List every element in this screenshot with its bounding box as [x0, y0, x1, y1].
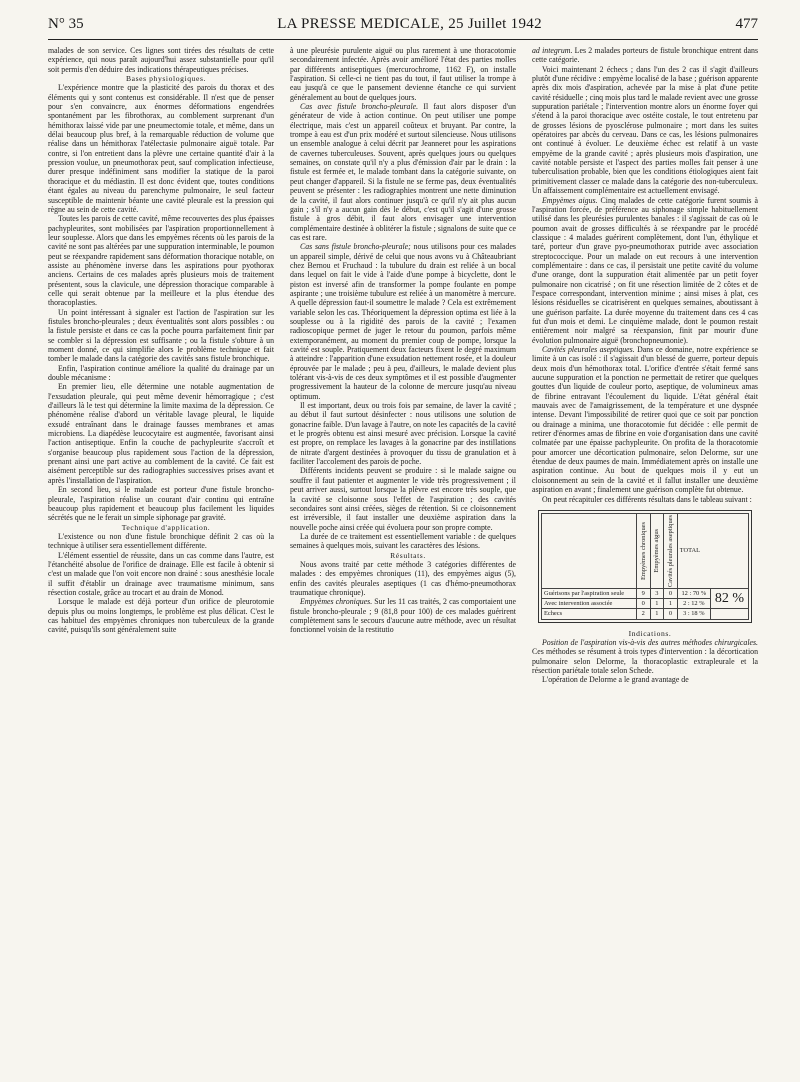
section-heading: Technique d'application. [121, 522, 211, 532]
paragraph: Différents incidents peuvent se produire : si le malade saigne ou souffre il faut patienter et augmenter le vide très progressivement ; il peut arriver aussi, surtout lorsque la plèvre est encore très souple, que la cavité se cloisonne sous l'effet de l'aspiration ; des cavités secondaires sont ainsi créées, sièges de rétention. Si ce cloisonnement est irréversible, il faut installer une deuxième aspiration dans la nouvelle poche ainsi créée qui évoluera pour son propre compte. [290, 466, 516, 532]
italic-phrase: ad integrum. [532, 46, 573, 55]
results-table [538, 510, 752, 623]
paragraph: L'élément essentiel de réussite, dans un cas comme dans l'autre, est l'étanchéité absolue de l'orifice de drainage. Elle est facile à obtenir si c'est un malade que l'on voit encore non drainé : sous anesthésie locale il suffit d'établir un drainage avec traumatisme minimum, sans résection costale, grâce au trocart et au drain de Monod. [48, 550, 274, 597]
paragraph: Voici maintenant 2 échecs ; dans l'un des 2 cas il s'agit d'ailleurs plutôt d'une récidive : empyème localisé de la base ; guérison apparente après dix mois d'aspiration, achevée par la mise à plat d'une petite cavité résiduelle ; cinq mois plus tard le malade revient avec une grosse suppuration pariétale ; l'intervention montre alors un énorme foyer qui s'étend à la paroi thoracique avec ostéite costale, le tout entretenu par de grosses lésions de pyosclérose pulmonaire ; mort dans les suites opératoires par abcès du cerveau. Dans ce cas, les lésions pulmonaires ont continué à évoluer. Le deuxième échec est relatif à un vaste empyème de la grande cavité ; après plusieurs mois d'aspiration, une cavité notable persiste et l'aspect des parties molles fait penser à une tuberculisation probable, bien que les conditions étiologiques aient fait primitivement classer ce malade dans la catégorie des non-tuberculeux. Un affaissement complémentaire est actuellement envisagé. [532, 64, 758, 196]
paragraph: Toutes les parois de cette cavité, même recouvertes des plus épaisses pachypleurites, sont mobilisées par l'aspiration proportionnellement à leur souplesse. Alors que dans les empyèmes récents où les parois de la cavité ne sont pas altérées par une suppuration interminable, le poumon peut se réexpandre rapidement sans déformation thoracique notable, on assiste au phénomène inverse dans les aspirations pour pyothorax anciens. Certains de ces malades après plusieurs mois de traitement présentent, sous la clavicule, une dépression thoracique comparable à celle qui serait obtenue par la meilleure et la plus étendue des thoracoplasties. [48, 214, 274, 308]
paragraph [290, 102, 516, 242]
table-cell: 3 [650, 588, 664, 598]
paragraph: Enfin, l'aspiration continue améliore la qualité du drainage par un double mécanisme : [48, 363, 274, 383]
table-cell: 1 [650, 599, 664, 609]
page-header [48, 16, 758, 36]
journal-title: LA PRESSE MEDICALE, 25 Juillet 1942 [277, 16, 542, 32]
run-in-heading: Cas avec fistule broncho-pleurale. [300, 102, 419, 112]
table-row [542, 609, 749, 619]
run-in-heading: Cas sans fistule broncho-pleurale; [300, 242, 411, 252]
column-header: Cavités pleurales aseptiques [664, 513, 678, 588]
column-1 [48, 46, 274, 1066]
row-label: Guérisons par l'aspiration seule [542, 588, 637, 598]
column-3 [532, 46, 758, 1066]
paragraph-text: Dans ce domaine, notre expérience se limite à un cas isolé : il s'agissait d'un blessé de guerre, porteur depuis deux mois d'un hémothorax total. L'orifice d'entrée s'était fermé sans aucune suppuration et la ponction ne permettait de retirer que quelques gouttes d'un liquide de couleur porto, aseptique, de volumineux amas de fibrine entravant l'écoulement du liquide. L'état général était mauvais avec de l'amaigrissement, de la température et une dyspnée intense. Devant l'impossibilité de retirer quoi que ce soit par ponction ou drainage a minima, une thoracotomie fut décidée : elle permit de retirer d'énormes amas de fibrine en voie d'organisation dans une cavité colmatée par une épaisse pachypleurite. On profita de la thoracotomie pour amorcer une décortication pulmonaire, selon Delorme, sur une étendue de deux paumes de main. Immédiatement après on installe une aspiration continue. Au bout de quelques mois il y eut un cloisonnement au sein de la cavité et il fallut installer une deuxième aspiration en avant ; finalement une guérison complète fut obtenue. [532, 345, 758, 495]
table-cell: 1 [650, 609, 664, 619]
paragraph: La durée de ce traitement est essentiellement variable : de quelques semaines à quelques mois, suivant les caractères des lésions. [290, 531, 516, 551]
paragraph: On peut récapituler ces différents résultats dans le tableau suivant : [542, 494, 752, 504]
paragraph: Lorsque le malade est déjà porteur d'un orifice de pleurotomie depuis plus ou moins longtemps, le problème est plus délicat. C'est le cas habituel des empyèmes chroniques non tuberculeux de la grande cavité, puisqu'ils sont généralement suite [48, 597, 274, 635]
paragraph: Un point intéressant à signaler est l'action de l'aspiration sur les fistules broncho-pleurales ; deux éventualités sont alors possibles : ou la fistule persiste et dans ce cas la poche pourra parfaitement finir par se combler si la dépression est suffisante ; ou la fistule s'obture à un moment donné, ce qui simplifie alors le problème technique et fait tomber le malade dans la catégorie des cavités sans fistule bronchique. [48, 307, 274, 364]
table-cell: 3 : 18 % [677, 609, 710, 619]
paragraph [290, 597, 516, 634]
table-cell: 1 [664, 599, 678, 609]
row-label: Echecs [542, 609, 637, 619]
paragraph: Nous avons traité par cette méthode 3 catégories différentes de malades : des empyèmes chroniques (11), des empyèmes aigus (5), enfin des cavités pleurales aseptiques (1 cas d'hémo-pneumothorax traumatique chronique). [290, 559, 516, 597]
table-cell: 0 [636, 599, 650, 609]
section-heading: Résultats. [390, 550, 426, 560]
paragraph: L'expérience montre que la plasticité des parois du thorax et des éléments qui y sont contenus est considérable. Il n'est que de penser pour s'en convaincre, aux énormes déformations engendrées spontanément par les fibrothorax, au comblement surprenant d'un hémithorax laissé vide par une pneumectomie totale, et même, dans un délai beaucoup plus bref, à la remarquable réduction de volume que réalise dans un hémithorax l'atélectasie pulmonaire aiguë totale. Par contre, si l'on entretient dans la plèvre une certaine quantité d'air à la pression voulue, un pneumothorax peut, sauf complication infectieuse, durer presque indéfiniment sans modifier la statique de la paroi thoracique et du médiastin. Il est donc évident que, toutes conditions étant égales au niveau du parenchyme pulmonaire, le seul facteur susceptible de maintenir béante une cavité pleurale est la pression qui règne au sein de cette cavité. [48, 83, 274, 214]
section-heading: Indications. [628, 628, 672, 638]
header-rule [48, 39, 758, 40]
issue-number: N° 35 [48, 16, 84, 32]
paragraph-text: Les 2 malades porteurs de fistule bronchique entrent dans cette catégorie. [532, 46, 758, 65]
paragraph: à une pleurésie purulente aiguë ou plus rarement à une thoracotomie secondairement infectée. Après avoir amélioré l'état des parties molles par différents antiseptiques (mercurochrome, 1162 F), on installe l'aspiration. Si celle-ci ne tient pas du tout, il faut utiliser la trompe à eau jusqu'à ce que le pansement devienne étanche ce qui survient généralement au bout de quelques jours. [290, 46, 516, 102]
paragraph [532, 638, 758, 675]
paragraph-text: Sur les 11 cas traités, 2 cas comportaient une fistule broncho-pleurale ; 9 (81,8 pour 100) de ces malades guérirent complètement sans le secours d'aucune autre méthode, avec un résultat fonctionnel voisin de la restitutio [290, 597, 516, 635]
paragraph: Il est important, deux ou trois fois par semaine, de laver la cavité ; au début il faut surtout désinfecter : nous utilisons une solution de gonacrine faible. D'un lavage à l'autre, on note les capacités de la cavité et le progrès obtenu est ainsi mesuré avec précision. Lorsque la cavité est propre, on remplace les lavages à la gonacrine par des instillations de nitrate d'argent destinées à provoquer du tissu de granulation et à faciliter l'accolement des parois de poche. [290, 401, 516, 467]
run-in-heading: Cavités pleurales aseptiques. [542, 345, 635, 354]
paragraph [532, 196, 758, 346]
table-row [542, 588, 749, 598]
paragraph: L'opération de Delorme a le grand avantage de [542, 675, 689, 685]
paragraph-text: Ces méthodes se résument à trois types d'intervention : la décortication pulmonaire selon Delorme, la thoracoplastic extrapleurale et la résection pariétale totale selon Schede. [532, 647, 758, 675]
combined-total: 82 % [710, 588, 748, 608]
run-in-heading: Empyèmes chroniques. [300, 597, 373, 607]
table-cell: 0 [664, 588, 678, 598]
article-columns [48, 46, 758, 1066]
page-number: 477 [735, 16, 758, 32]
column-header: Empyèmes chroniques [636, 513, 650, 588]
column-header: Empyèmes aigus [650, 513, 664, 588]
table-cell: 9 [636, 588, 650, 598]
table-cell: 0 [664, 609, 678, 619]
table-cell: 2 : 12 % [677, 599, 710, 609]
column-header: TOTAL [677, 513, 748, 588]
paragraph-text: nous utilisons pour ces malades un appareil simple, dérivé de celui que nous avons vu à Châteaubriant chez Bernou et Fruchaud : la tubulure du drain est reliée à un bocal dans lequel on fait le vide à l'aide d'une pompe à bicyclette, dont le piston est inversé afin de transformer la pompe foulante en pompe aspirante ; une troisième tubulure est reliée à un manomètre à mercure. A quelle dépression faut-il soumettre le malade ? Cela est extrêmement variable selon les cas. Théoriquement la dépression optima est liée à la souplesse ou à la rigidité des parois de la cavité ; l'examen radioscopique permet de juger le retour du poumon, parfois même extemporanément, au moment du premier coup de pompe, lorsque la cavité est souple. Pratiquement deux facteurs fixent le degré maximum à atteindre : l'apparition d'une exsudation nettement rosée, et la douleur éprouvée par le malade ; peu à peu, d'ailleurs, le malade devient plus tolérant vis-à-vis de ces deux symptômes et il est possible d'augmenter progressivement la hauteur de la colonne de mercure jusqu'au niveau optimum. [290, 242, 516, 401]
section-heading: Bases physiologiques. [125, 74, 207, 84]
table-header-row [542, 513, 749, 588]
paragraph [532, 345, 758, 495]
run-in-heading: Position de l'aspiration vis-à-vis des autres méthodes chirurgicales. [542, 637, 758, 647]
paragraph: malades de son service. Ces lignes sont tirées des résultats de cette expérience, qui nous paraît aujourd'hui assez substantielle pour qu'il soit permis d'en déduire des indications thérapeutiques précises. [48, 46, 274, 74]
paragraph-text: Cinq malades de cette catégorie furent soumis à l'aspiration forcée, de préférence au siphonage simple habituellement utilisé dans les pleurésies purulentes banales : il s'agissait de cas où le poumon avait de grosses difficultés à se réexpandre par le procédé classique : 4 malades guérirent complètement, dont l'un, éthylique et taré, porteur d'un grave pyo-pneumothorax putride avec association streptococcique. Pour un malade on eut recours à une intervention complémentaire : dans ce cas, il persistait une petite cavité du volume d'une orange, dont la suppuration était alimentée par un petit foyer pulmonaire non cicatrisé ; on fit une résection limitée de 2 côtes et de l'espace correspondant, intervention minime ; ainsi mises à plat, ces lésions résiduelles se cicatrisèrent en quelques semaines, aboutissant à une guérison parfaite. La durée moyenne du traitement dans ces 4 cas fut d'un mois et demi. Le cinquième malade, dont le poumon restait entièrement noir malgré sa réexpansion, finit par mourir d'une évolution pulmonaire aiguë (bronchopneumonie). [532, 195, 758, 345]
paragraph [532, 46, 758, 65]
paragraph [290, 242, 516, 401]
table-cell: 12 : 70 % [677, 588, 710, 598]
table-cell: 2 [636, 609, 650, 619]
paragraph: L'existence ou non d'une fistule bronchique définit 2 cas où la technique à utiliser sera essentiellement différente. [48, 531, 274, 551]
column-2 [290, 46, 516, 1066]
run-in-heading: Empyèmes aigus. [542, 195, 598, 205]
row-label: Avec intervention associée [542, 599, 637, 609]
paragraph: En premier lieu, elle détermine une notable augmentation de l'exsudation pleurale, qui peut même devenir hémorragique ; c'est d'ailleurs là le test qui détermine la limite maxima de la dépression. Ce phénomène réalise d'abord un véritable lavage pleural, le liquide exsudé entraînant dans le drainage fausses membranes et amas microbiens. La diapédèse leucocytaire est augmentée, favorisant ainsi l'action antiseptique. Enfin la couche de pachypleurite s'accroît et s'organise beaucoup plus rapidement sous l'action de la dépression, prenant ainsi une part active au comblement de la cavité. Ce fait est aisément perceptible sur des radiographies successives prises avant et après l'installation de l'aspiration. [48, 382, 274, 485]
paragraph: En second lieu, si le malade est porteur d'une fistule broncho-pleurale, l'aspiration réalise un courant d'air continu qui entraîne beaucoup plus rapidement et beaucoup plus facilement les liquides sécrétés que ne le ferait un simple siphonage par gravité. [48, 485, 274, 523]
paragraph-text: Il faut alors disposer d'un générateur de vide à action continue. On peut utiliser une pompe électrique, mais c'est un appareil coûteux et bruyant. Par contre, la trompe à eau est d'un prix modéré et surtout silencieuse. Nous utilisons un ensemble analogue à celui décrit par Jeanneret pour les aspirations de cavernes tuberculeuses. Souvent, après quelques jours ou quelques semaines, on constate qu'il n'y a plus d'émission d'air par le drain : la fistule est fermée et, le malade tombant dans la catégorie suivante, on peut changer d'appareil. Si la fistule ne se ferme pas, deux éventualités peuvent se présenter : les radiographies montrent une nette diminution de la cavité, il faut alors continuer jusqu'à ce qu'il n'y ait plus aucun gain ; s'il n'y a aucun gain dès le début, c'est qu'il s'agit d'une grosse fistule à gros débit, il faut alors envisager une intervention complémentaire destinée à oblitérer la fistule ; signalons de suite que ce cas est rare. [290, 102, 516, 242]
